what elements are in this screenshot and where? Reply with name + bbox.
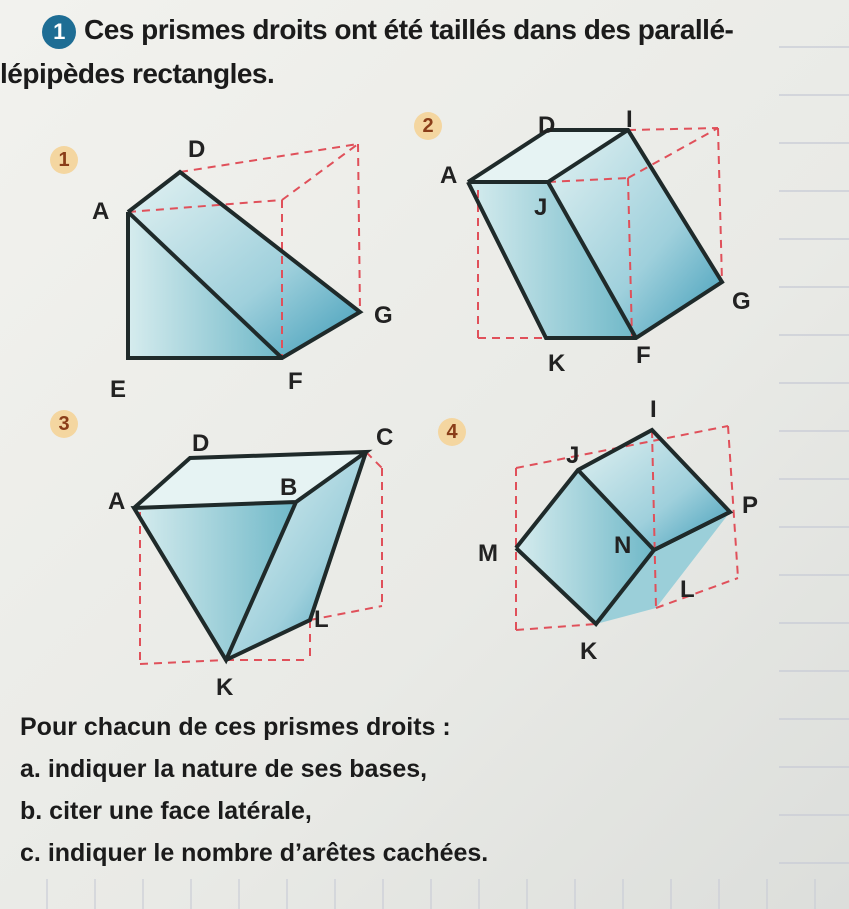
fig2-label-i: I	[626, 106, 633, 133]
fig3-label-l: L	[314, 606, 329, 633]
questions-intro: Pour chacun de ces prismes droits :	[20, 713, 451, 741]
fig2-label-g: G	[732, 288, 751, 315]
question-c-letter: c.	[20, 839, 41, 867]
fig2-label-a: A	[440, 162, 458, 189]
fig1-label-d: D	[188, 136, 206, 163]
question-b-letter: b.	[20, 797, 43, 825]
fig4-label-m: M	[478, 540, 498, 567]
title-line-1: Ces prismes droits ont été taillés dans des parallé-	[84, 14, 734, 45]
question-c-text: indiquer le nombre d’arêtes cachées.	[47, 839, 489, 867]
fig2-label-k: K	[548, 350, 566, 377]
figure-2-number: 2	[414, 112, 442, 140]
fig3-label-d: D	[192, 430, 210, 457]
figure-1-number: 1	[50, 146, 78, 174]
figure-4-prism	[516, 426, 738, 630]
question-a-text: indiquer la nature de ses bases,	[47, 755, 428, 783]
question-c	[20, 832, 488, 874]
fig4-label-i: I	[650, 396, 657, 423]
question-b	[20, 790, 488, 832]
question-b-text: citer une face latérale,	[49, 797, 312, 825]
fig1-label-g: G	[374, 302, 393, 329]
fig3-label-a: A	[108, 488, 126, 515]
figure-4-number: 4	[438, 418, 466, 446]
question-a-letter: a.	[20, 755, 41, 783]
fig4-label-j: J	[566, 442, 580, 469]
fig1-label-e: E	[110, 376, 127, 403]
fig3-label-k: K	[216, 674, 234, 701]
fig4-label-n: N	[614, 532, 632, 559]
figure-2-prism	[468, 128, 722, 338]
fig4-label-k: K	[580, 638, 598, 665]
fig3-label-b: B	[280, 474, 298, 501]
fig4-label-l: L	[680, 576, 695, 603]
fig1-label-f: F	[288, 368, 303, 395]
fig2-label-f: F	[636, 342, 651, 369]
fig4-label-p: P	[742, 492, 759, 519]
questions-block	[20, 706, 488, 874]
fig3-label-c: C	[376, 424, 394, 451]
question-a	[20, 748, 488, 790]
figure-3-number: 3	[50, 410, 78, 438]
fig2-label-d: D	[538, 112, 556, 139]
figure-3-prism	[134, 452, 382, 664]
figure-1-prism	[128, 144, 360, 358]
fig2-label-j: J	[534, 194, 548, 221]
title-line-2: lépipèdes rectangles.	[0, 58, 275, 89]
exercise-number-badge: 1	[42, 15, 76, 49]
fig1-label-a: A	[92, 198, 110, 225]
